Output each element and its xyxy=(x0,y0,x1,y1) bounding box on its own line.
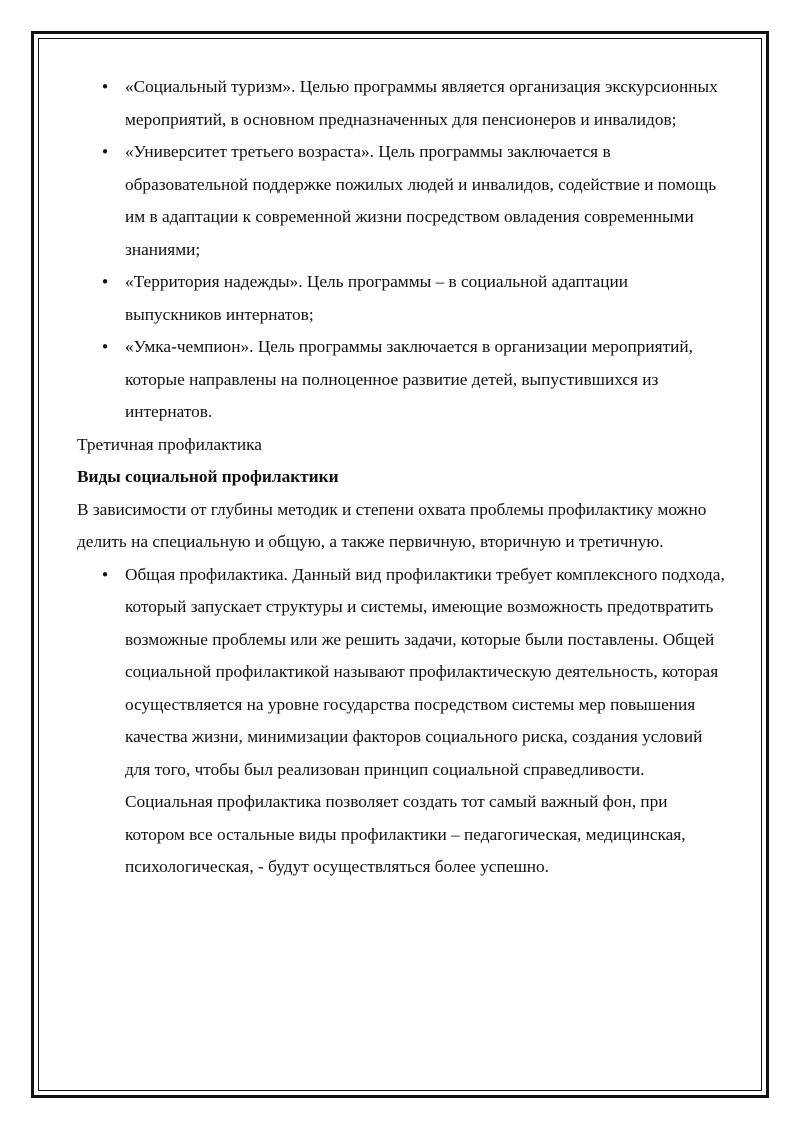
bullet-icon xyxy=(99,559,111,592)
tertiary-prevention-label: Третичная профилактика xyxy=(77,434,262,454)
list-item-text: Общая профилактика. Данный вид профилактики требует комплексного подхода, который запускает структуры и системы, имеющие возможность предотвратить возможные проблемы или же решить задачи, которые были поставлены. Общей социальной профилактикой называют профилактическую деятельность, которая осуществляется на уровне государства посредством системы мер повышения качества жизни, минимизации факторов социального риска, создания условий для того, чтобы был реализован принцип социальной справедливости. Социальная профилактика позволяет создать тот самый важный фон, при котором все остальные виды профилактики – педагогическая, медицинская, психологическая, - будут осуществляться более успешно. xyxy=(125,564,725,876)
bullet-icon xyxy=(99,331,111,364)
document-body xyxy=(77,71,727,884)
bullet-icon xyxy=(99,136,111,169)
section-heading: Виды социальной профилактики xyxy=(77,467,339,486)
list-item-text: «Университет третьего возраста». Цель программы заключается в образовательной поддержке пожилых людей и инвалидов, содействие и помощь им в адаптации к современной жизни посредством овладения современными знаниями; xyxy=(125,142,717,259)
list-item-text: «Умка-чемпион». Цель программы заключается в организации мероприятий, которые направлены на полноценное развитие детей, выпустившихся из интернатов. xyxy=(125,337,693,421)
section-intro-paragraph: В зависимости от глубины методик и степени охвата проблемы профилактику можно делить на специальную и общую, а также первичную, вторичную и третичную. xyxy=(77,499,707,551)
list-item-text: «Территория надежды». Цель программы – в социальной адаптации выпускников интернатов; xyxy=(125,272,628,324)
list-item xyxy=(77,71,727,136)
list-item xyxy=(77,136,727,266)
list-item xyxy=(77,331,727,429)
prevention-types-list xyxy=(77,559,727,884)
list-item xyxy=(77,559,727,884)
list-item xyxy=(77,266,727,331)
program-list xyxy=(77,71,727,429)
list-item-text: «Социальный туризм». Целью программы является организация экскурсионных мероприятий, в основном предназначенных для пенсионеров и инвалидов; xyxy=(125,77,718,129)
bullet-icon xyxy=(99,266,111,299)
bullet-icon xyxy=(99,71,111,104)
